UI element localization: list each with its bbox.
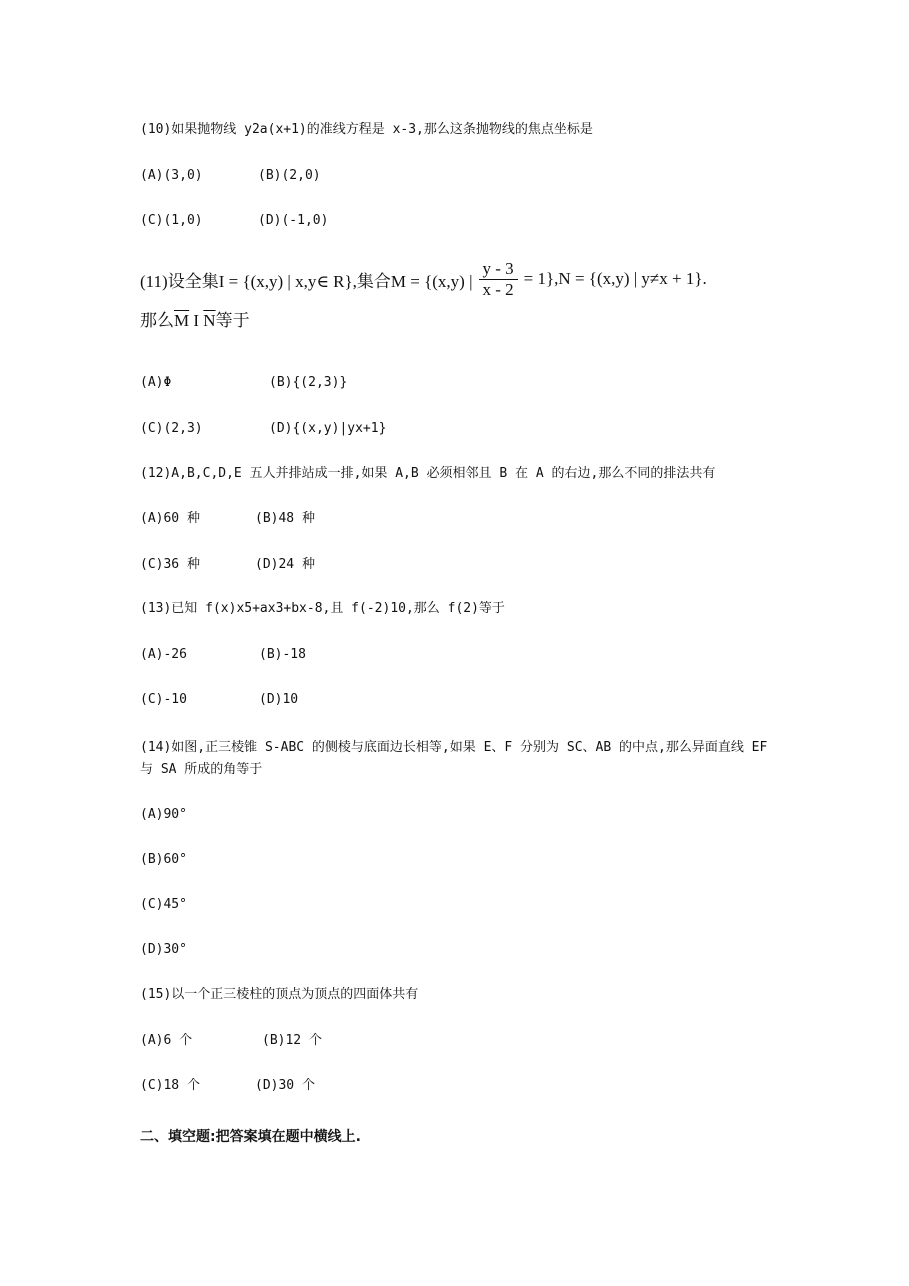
q11-options-row1 (140, 374, 347, 392)
q12-options-row2 (140, 556, 315, 574)
q15-options-row1 (140, 1032, 322, 1050)
q12-option-d: (D)24 种 (255, 557, 315, 572)
q15-stem: (15)以一个正三棱柱的顶点为顶点的四面体共有 (140, 987, 419, 1002)
q12-option-a: (A)60 种 (140, 511, 200, 526)
q11-stem-part1: (11)设全集I = {(x,y) | x,y∈ R},集合M = {(x,y) | (140, 271, 473, 291)
q10-stem: (10)如果抛物线 y2a(x+1)的准线方程是 x-3,那么这条抛物线的焦点坐标是 (140, 122, 593, 137)
q12-options-row1 (140, 510, 315, 528)
q13-options-row1 (140, 646, 306, 664)
q11-fraction-numerator: y - 3 (479, 259, 518, 280)
q11-line2-prefix: 那么 (140, 311, 174, 330)
section-2-heading: 二、填空题:把答案填在题中横线上. (140, 1129, 361, 1145)
q11-option-a: (A)Φ (140, 375, 172, 390)
q13-option-c: (C)-10 (140, 692, 187, 707)
q15-option-d: (D)30 个 (255, 1078, 315, 1093)
q13-option-b: (B)-18 (259, 647, 306, 662)
q15-option-b: (B)12 个 (262, 1033, 322, 1048)
q11-option-b: (B){(2,3)} (269, 375, 348, 390)
q10-options-row2 (140, 212, 328, 230)
q14-stem: (14)如图,正三棱锥 S-ABC 的侧棱与底面边长相等,如果 E、F 分别为 SC、AB 的中点,那么异面直线 EF 与 SA 所成的角等于 (140, 740, 768, 777)
q14-option-b: (B)60° (140, 852, 187, 867)
q13-option-d: (D)10 (259, 692, 299, 707)
q10-option-d: (D)(-1,0) (258, 213, 329, 228)
q11-fraction-denominator: x - 2 (482, 279, 514, 299)
q10-option-b: (B)(2,0) (258, 168, 321, 183)
q11-intersection-symbol: I (189, 311, 204, 330)
q13-stem: (13)已知 f(x)x5+ax3+bx-8,且 f(-2)10,那么 f(2)等于 (140, 601, 505, 616)
q11-option-d: (D){(x,y)|yx+1} (269, 421, 387, 436)
q14-option-c: (C)45° (140, 897, 187, 912)
q12-option-b: (B)48 种 (255, 511, 315, 526)
q11-complement-n: $\overline{N}$ (203, 311, 216, 330)
q11-line2-suffix: 等于 (215, 311, 250, 330)
q14-option-d: (D)30° (140, 942, 187, 957)
q11-stem (140, 256, 707, 331)
q10-option-c: (C)(1,0) (140, 213, 203, 228)
q10-option-a: (A)(3,0) (140, 168, 203, 183)
q11-complement-m: $\overline{M}$ (174, 311, 190, 330)
q11-fraction (479, 259, 518, 300)
q11-options-row2 (140, 420, 386, 438)
q13-option-a: (A)-26 (140, 647, 187, 662)
q12-option-c: (C)36 种 (140, 557, 200, 572)
q10-options-row1 (140, 167, 321, 185)
q14-option-a: (A)90° (140, 807, 187, 822)
q13-options-row2 (140, 691, 298, 709)
q11-stem-part2: = 1},N = {(x,y) | y≠x + 1}. (523, 269, 707, 288)
q15-options-row2 (140, 1077, 315, 1095)
q15-option-a: (A)6 个 (140, 1033, 193, 1048)
q12-stem: (12)A,B,C,D,E 五人并排站成一排,如果 A,B 必须相邻且 B 在 A 的右边,那么不同的排法共有 (140, 466, 716, 481)
q11-stem-line2 (140, 306, 707, 331)
q15-option-c: (C)18 个 (140, 1078, 200, 1093)
q11-option-c: (C)(2,3) (140, 421, 203, 436)
